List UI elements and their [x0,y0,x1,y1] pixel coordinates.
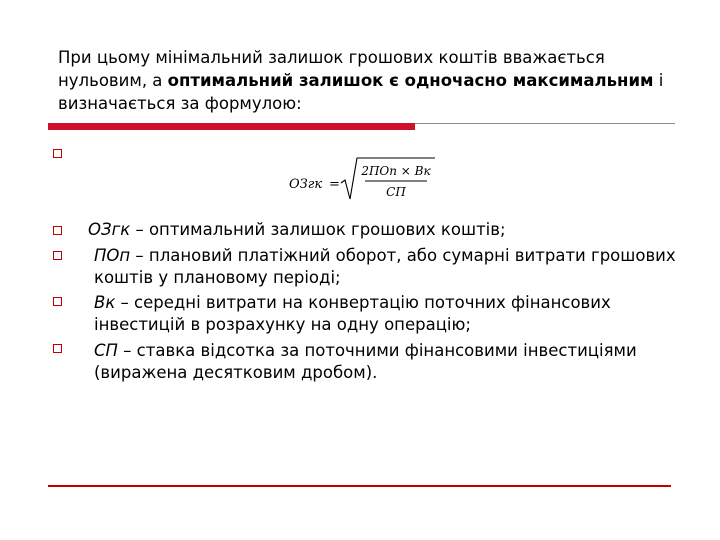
intro-bold-text: оптимальний залишок є одночасно максимальним [167,71,654,90]
bullet-square-icon [53,344,62,353]
bullet-square-icon [53,226,62,235]
bullet-square-icon [53,251,62,260]
definition-text: – середні витрати на конвертацію поточних фінансових інвестицій в розрахунку на одну операцію; [94,293,611,334]
definition-term: Вк [94,293,116,312]
definition-term: СП [94,341,118,360]
formula-lhs: ОЗгк [289,177,323,192]
definition-text: – плановий платіжний оборот, або сумарні витрати грошових коштів у плановому періоді; [94,246,676,287]
formula-numerator: 2ПОп × Вк [361,164,431,178]
definition-term: ПОп [94,246,131,265]
formula-denominator: СП [386,185,406,199]
definition-text: – оптимальний залишок грошових коштів; [130,220,506,239]
bullet-square-icon [53,297,62,306]
definition-item [94,340,684,384]
definition-item [94,245,684,289]
definition-item [88,219,688,241]
definition-text: – ставка відсотка за поточними фінансовими інвестиціями (виражена десятковим дробом). [94,341,637,382]
definition-term: ОЗгк [88,220,131,239]
accent-bar [48,123,415,130]
bullet-square-icon [53,149,62,158]
formula-equals: = [329,177,340,192]
formula [285,155,445,205]
intro-text-2: і визначається за формулою: [58,71,664,113]
bottom-divider [48,485,671,487]
intro-text-1: При цьому мінімальний залишок грошових коштів вважається нульовим, а [58,48,605,90]
definition-item [94,292,684,336]
intro-paragraph [58,46,688,115]
